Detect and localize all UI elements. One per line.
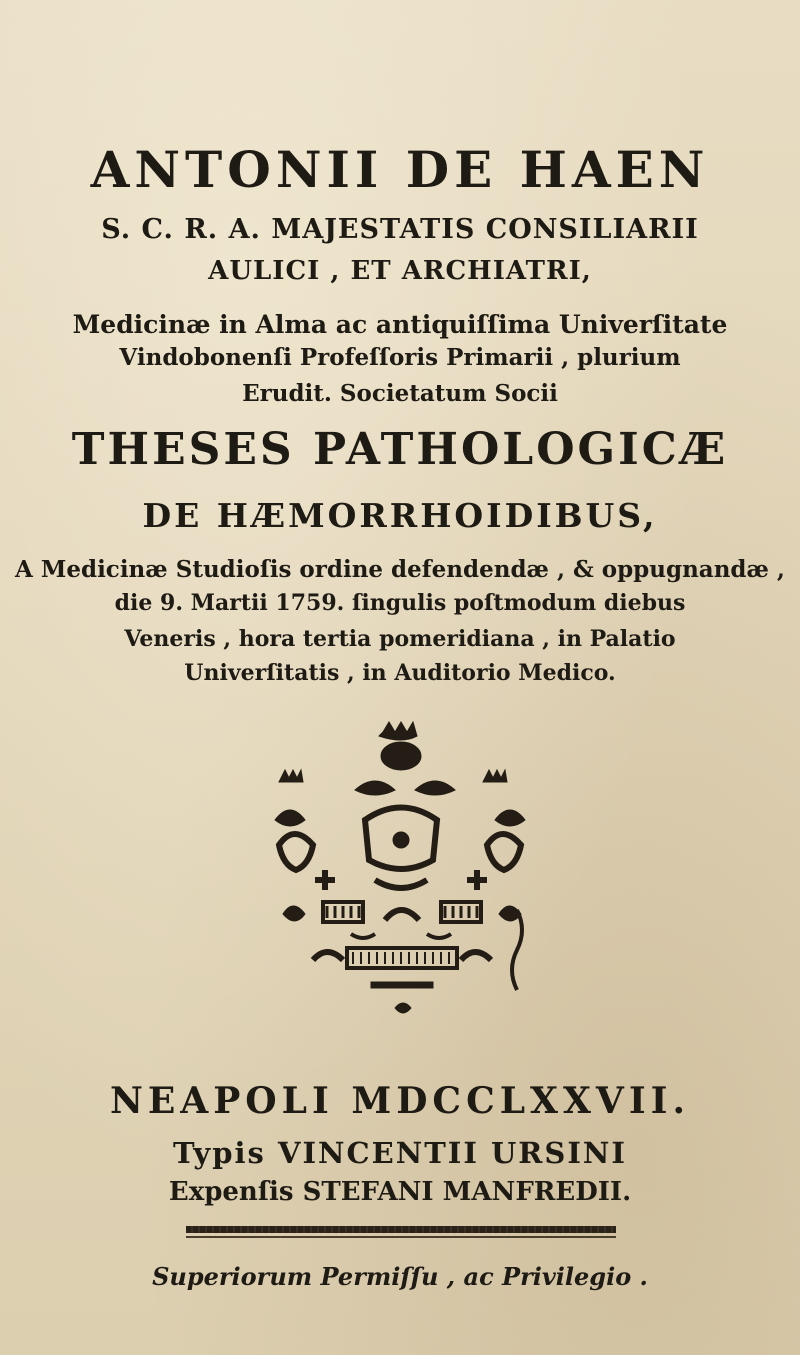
author-title-line-5: Erudit. Societatum Socii — [242, 380, 558, 407]
author-name: ANTONII DE HAEN — [90, 140, 710, 199]
author-title-line-2: AULICI , ET ARCHIATRI, — [208, 256, 592, 286]
author-title-line-4: Vindobonenſi Profeſſoris Primarii , plurium — [119, 344, 681, 371]
defense-line-1: A Medicinæ Studioſis ordine defendendæ , & oppugnandæ , — [15, 556, 785, 583]
defense-line-2: die 9. Martii 1759. ſingulis poſtmodum diebus — [114, 590, 686, 616]
author-title-line-1: S. C. R. A. MAJESTATIS CONSILIARII — [101, 214, 699, 245]
author-title-line-3: Medicinæ in Alma ac antiquiſſima Univerſitate — [72, 310, 728, 339]
imprint-publisher: Expenſis STEFANI MANFREDII. — [168, 1177, 632, 1207]
defense-line-4: Univerſitatis , in Auditorio Medico. — [184, 660, 616, 686]
divider-rule-thin — [186, 1236, 616, 1238]
work-title: THESES PATHOLOGICÆ — [71, 424, 729, 475]
divider-rule — [186, 1226, 616, 1233]
defense-line-3: Veneris , hora tertia pomeridiana , in Palatio — [124, 626, 676, 652]
work-subtitle: DE HÆMORRHOIDIBUS, — [142, 496, 658, 535]
imprint-city-date: NEAPOLI MDCCLXXVII. — [109, 1080, 691, 1122]
imprint-printer: Typis VINCENTII URSINI — [172, 1136, 627, 1170]
permission-line: Superiorum Permiſſu , ac Privilegio . — [152, 1262, 648, 1291]
printers-ornament-icon — [255, 720, 545, 1050]
